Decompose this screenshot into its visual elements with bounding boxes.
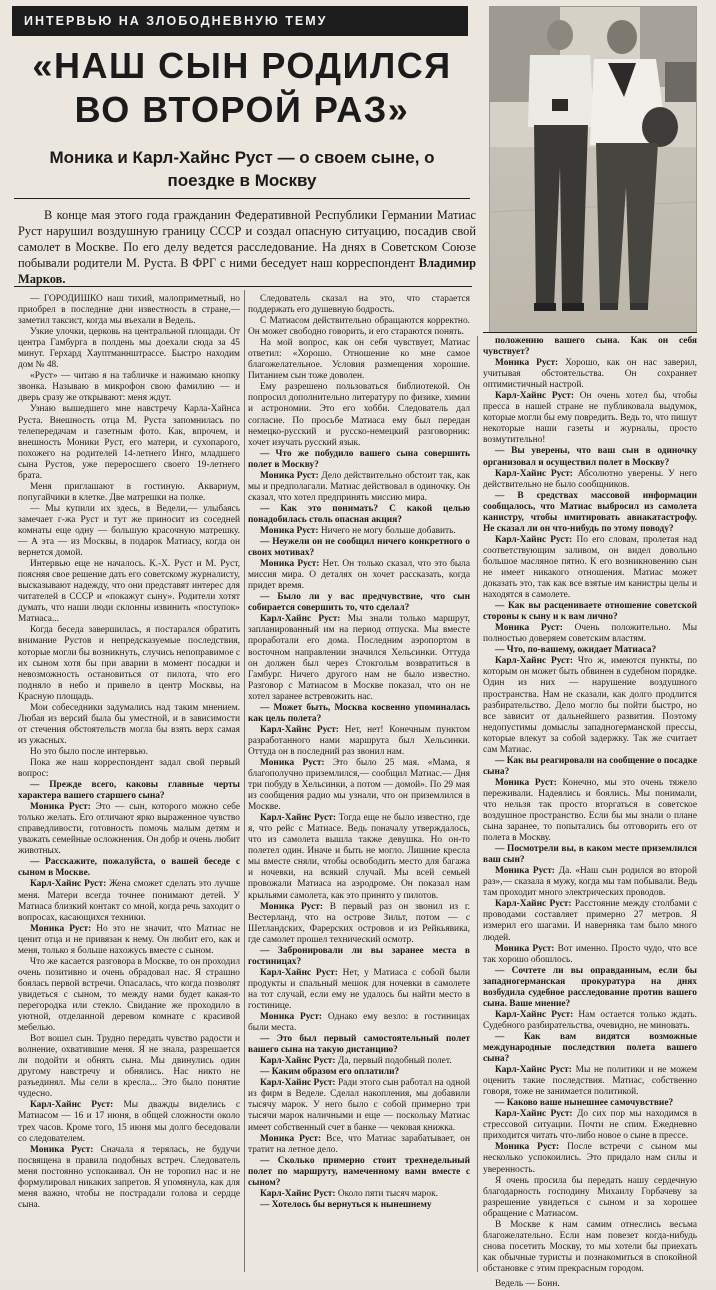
article-paragraph: [248, 725, 470, 758]
article-paragraph: [483, 656, 697, 755]
subheadline: Моника и Карл-Хайнс Руст — о своем сыне, о поездке в Москву: [49, 148, 435, 190]
paragraph-text: Конечно, мы это очень тяжело переживали. Надеялись и боялись. Мы понимали, что нельзя так просто вторгаться в советское воздушное пространство. Если бы мы знали о плане сына заранее, то попытались бы отговорить его от полета в Москву.: [483, 777, 697, 844]
article-paragraph: [248, 1134, 470, 1156]
paragraph-text: — Что, по-вашему, ожидает Матиаса?: [495, 645, 657, 656]
article-paragraph: [18, 404, 240, 481]
article-paragraph: [483, 358, 697, 391]
article-paragraph: [18, 857, 240, 879]
paragraph-text: Я очень просила бы передать нашу сердечную благодарность господину Михаилу Горбачеву за разрешение увидеться с сыном и за хорошее обращение с Матиасом.: [483, 1175, 697, 1219]
article-column-2: [248, 294, 470, 1272]
paragraph-text: Да. «Наш сын родился во второй раз»,— сказала я мужу, когда мы там побывали. Ведь там проходит много электрических проводов.: [483, 866, 697, 899]
article-paragraph: [483, 756, 697, 778]
article-paragraph: [483, 601, 697, 623]
paragraph-text: Следователь сказал на это, что старается поддержать его душевную бодрость.: [248, 294, 470, 316]
parents-photo: [489, 6, 697, 333]
article-paragraph: [248, 1078, 470, 1133]
paragraph-text: Да, первый подобный полет.: [337, 1056, 452, 1067]
speaker-name: Карл-Хайнс Руст:: [495, 1009, 574, 1020]
article-paragraph: [483, 623, 697, 645]
article-paragraph: [483, 336, 697, 358]
paragraph-text: Дело действительно обстоит так, как мы и предполагали. Матиас действовал в одиночку. Он сказал, что хотел предпринять миссию мира.: [248, 470, 470, 503]
speaker-name: Моника Руст:: [30, 802, 91, 813]
article-paragraph: [483, 844, 697, 866]
speaker-name: Карл-Хайнс Руст:: [495, 391, 574, 402]
paragraph-text: Это — сын, которого можно себе только желать. Его отличают ярко выраженное чувство справедливости, готовность помочь малым детям и уважать семейные осложнения. Он добр и очень любит животных.: [18, 802, 240, 857]
column-divider-2: [477, 336, 478, 1272]
speaker-name: Моника Руст:: [495, 623, 563, 634]
paragraph-text: Все, что Матиас зарабатывает, он тратит на летное дело.: [248, 1133, 470, 1155]
speaker-name: Моника Руст:: [260, 1012, 323, 1023]
speaker-name: Моника Руст:: [260, 470, 319, 481]
paragraph-text: Мы знали только маршрут, запланированный им на период отпуска. Мы вместе проработали его дома. Последним аэропортом в восточном направлении значился Хельсинки. Оттуда он должен был через Стокгольм возвратиться в Гамбург. Ничего другого нам не было известно. Разговор с Матиасом в Москве показал, что он не хотел заранее встревожить нас.: [248, 614, 470, 702]
paragraph-text: Но это было после интервью.: [30, 746, 148, 757]
article-column-3: [483, 336, 698, 1289]
speaker-name: Карл-Хайнс Руст:: [260, 614, 341, 625]
article-paragraph: [248, 471, 470, 504]
paragraph-text: Ему разрешено пользоваться библиотекой. Он попросил дополнительно литературу по физике, химии и астрономии. Это его хобби. Следователь дал согласие. По просьбе Матиаса ему был передан немецко-русский и русско-немецкий разговорник: хочет изучать русский язык.: [248, 382, 470, 448]
paragraph-text: По его словам, пролетая над соответствующим заливом, он видел довольно большое масляное пятно. К его возникновению сын не имеет никакого отношения. Матиас может доказать это, так как все взятые им канистры целы и находятся в самолете.: [483, 534, 697, 601]
article-paragraph: [18, 504, 240, 559]
paragraph-text: Абсолютно уверены. У него действительно не было сообщников.: [483, 468, 697, 490]
paragraph-text: Сначала я терялась, не будучи посвящена в правила подобных встреч. Следователь меня постоянно успокаивал. Он не торопил нас и не формулировал никаких запретов. Я упомянула, как для меня важно, чтобы не пострадали голова и сердце сына.: [18, 1144, 240, 1210]
paragraph-text: положению вашего сына. Как он себя чувствует?: [483, 336, 697, 358]
article-paragraph: [18, 1034, 240, 1100]
speaker-name: Карл-Хайнс Руст:: [30, 1100, 114, 1111]
article-paragraph: [483, 1010, 697, 1032]
article-paragraph: [483, 1109, 697, 1142]
lead-paragraph: [18, 207, 476, 287]
paragraph-text: Вот вошел сын. Трудно передать чувство радости и волнение, охватившие меня. Я не знала, разрешается ли подойти и обнять сына. Мы двинулись один другому навстречу и обнялись. Нас никто не разъединял. Мы сели в кресла... Это было понятие чудесно.: [18, 1034, 240, 1100]
paragraph-text: Когда беседа завершилась, я постарался обратить внимание Рустов и непредсказуемые последствия, которые могли бы возникнуть, случись непоправимое с их сыном хотя бы при аварии в момент посадки и невозможность остановиться от пилота, что его подняло в небо и привело в центр Москвы, на Красную площадь.: [18, 625, 240, 702]
speaker-name: Карл-Хайнс Руст:: [30, 879, 107, 890]
paragraph-text: Он очень хотел бы, чтобы пресса в нашей стране не публиковала выдумок, которые могли бы ему повредить. Ведь то, что пишут некоторые наши газеты и журналы, просто возмутительно!: [483, 391, 697, 446]
speaker-name: Моника Руст:: [260, 525, 319, 536]
speaker-name: Моника Руст:: [495, 943, 555, 954]
paragraph-text: — Как вы реагировали на сообщение о посадке сына?: [483, 755, 697, 777]
article-paragraph: [483, 1142, 697, 1175]
paragraph-text: Очень положительно. Мы полностью доверяем советским властям.: [483, 623, 698, 645]
article-paragraph: [248, 526, 470, 537]
speaker-name: Моника Руст:: [30, 923, 92, 934]
paragraph-text: Меня приглашают в гостиную. Аквариум, попугайчики в клетке. Две матрешки на полке.: [18, 481, 240, 503]
paragraph-text: — Как вы расцениваете отношение советской стороны к сыну и к вам лично?: [483, 601, 697, 623]
article-paragraph: [18, 1145, 240, 1211]
paragraph-text: — В средствах массовой информации сообщалось, что Матиас выбросил из самолета канистру, чтобы имитировать авиакатастрофу. Не сказал ли он что-нибудь по этому поводу?: [483, 490, 697, 534]
paragraph-text: — Было ли у вас предчувствие, что сын собирается совершить то, что сделал?: [248, 592, 470, 614]
speaker-name: Моника Руст:: [260, 1133, 322, 1144]
paragraph-text: — Может быть, Москва косвенно упоминалась как цель полета?: [248, 702, 470, 724]
article-paragraph: [248, 813, 470, 901]
speaker-name: Карл-Хайнс Руст:: [260, 813, 336, 824]
paragraph-text: Ради этого сын работал на одной из фирм в Веделе. Сделал накопления, мы добавили тысячу марок. У него было с собой примерно три тысячи марок наличными и еще — поскольку Матиас имеет собственный счет в банке — чековая книжка.: [248, 1078, 470, 1133]
paragraph-text: — Прежде всего, каковы главные черты характера вашего старшего сына?: [18, 780, 240, 802]
speaker-name: Карл-Хайнс Руст:: [495, 899, 572, 910]
paragraph-text: Мы дважды виделись с Матиасом — 16 и 17 июня, в общей сложности около трех часов. Кроме того, 15 июня мы долго беседовали со следователем.: [18, 1100, 240, 1144]
article-paragraph: [18, 625, 240, 702]
paragraph-text: Узнаю вышедшего мне навстречу Карла-Хайнса Руста. Внешность отца М. Руста запомнилась по телепередачам и газетным фото. Как, впрочем, и внешность Моники Руст, его матери, и сухопарого, похожего на родителей 14-летнего Инго, младшего сына Рустов, уже переросшего своего 19-летнего брата.: [18, 404, 240, 481]
paragraph-text: Мы не политики и не можем оценить такие последствия. Матиас, собственно говоря, тоже не занимается политикой.: [483, 1065, 697, 1098]
speaker-name: Карл-Хайнс Руст:: [260, 1056, 336, 1067]
paragraph-text: С Матиасом действительно обращаются корректно. Он может свободно говорить, и его стараются понять.: [248, 316, 470, 338]
article-paragraph: [483, 866, 697, 899]
paragraph-text: Мои собеседники задумались над таким мнением. Любая из версий была бы уместной, и в зависимости от стечения обстоятельств могла бы взять верх самая из ужасных.: [18, 702, 240, 746]
speaker-name: Моника Руст:: [495, 866, 555, 877]
speaker-name: Моника Руст:: [495, 777, 557, 788]
paragraph-text: Однако ему везло: в гостиницах были места.: [248, 1012, 470, 1034]
speaker-name: Карл-Хайнс Руст:: [260, 1188, 336, 1199]
speaker-name: Карл-Хайнс Руст:: [495, 534, 573, 545]
paragraph-text: — Неужели он не сообщил ничего конкретного о своих мотивах?: [248, 537, 470, 559]
paragraph-text: Что же касается разговора в Москве, то он проходил очень позитивно и очень обрадовал нас. Я страшно боялась первой встречи. Опасалась, что когда позволят увидеться с сыном, то между нами будет какая-то перегородка или стекло. Свидание же проходило в уютной, отделанной деревом комнате с красивой мебелью.: [18, 956, 240, 1034]
article-paragraph: [248, 1156, 470, 1189]
paragraph-text: Нет, у Матиаса с собой были продукты и спальный мешок для ночевки в самолете на тот случай, если ему не удалось бы найти место в гостинице.: [248, 967, 470, 1011]
article-paragraph: [18, 758, 240, 780]
article-paragraph: [248, 449, 470, 471]
photo-illustration: [490, 7, 696, 332]
article-paragraph: [483, 535, 697, 601]
article-paragraph: [248, 1200, 470, 1211]
article-paragraph: [248, 1056, 470, 1067]
paragraph-text: Пока же наш корреспондент задал свой первый вопрос:: [18, 757, 240, 780]
speaker-name: Карл-Хайнс Руст:: [495, 1065, 572, 1076]
paragraph-text: Это было 25 мая. «Мама, я благополучно приземлился,— сообщил Матиас.— Дня три побуду в Хельсинки, а потом — домой». По 29 мая из сообщения радио мы узнали, что он приземлился в Москве.: [248, 757, 470, 813]
paragraph-text: Нет. Он только сказал, что это была миссия мира. О деталях он хочет рассказать, когда придет время.: [248, 559, 470, 592]
paragraph-text: После встречи с сыном мы несколько успокоились. Это придало нам силы и уверенность.: [483, 1142, 697, 1175]
article-paragraph: [18, 703, 240, 747]
paragraph-text: — Каким образом его оплатили?: [260, 1067, 400, 1078]
paragraph-text: Хорошо, как он нас заверил, учитывая обстоятельства. Он сохраняет оптимистичный настрой.: [483, 358, 698, 391]
rubric-banner: ИНТЕРВЬЮ НА ЗЛОБОДНЕВНУЮ ТЕМУ: [12, 6, 468, 36]
speaker-name: Карл-Хайнс Руст:: [495, 1109, 573, 1120]
speaker-name: Моника Руст:: [260, 559, 320, 570]
article-paragraph: [248, 703, 470, 725]
article-paragraph: [248, 758, 470, 813]
article-paragraph: [248, 1189, 470, 1200]
paragraph-text: — Хотелось бы вернуться к нынешнему: [260, 1199, 432, 1210]
paragraph-text: Интервью еще не началось. К.-Х. Руст и М. Руст, поясняя свое решение дать его советскому журналисту, высказывают надежду, что они представят интерес для читателей в СССР и «покажут сыну». Родители хотят думать, что наши люди склонны извинить «поступок» Матиаса...: [18, 559, 240, 625]
article-paragraph: [483, 391, 697, 446]
article-paragraph: [18, 924, 240, 957]
article-paragraph: [483, 446, 697, 468]
lead-author: Владимир Марков.: [18, 256, 476, 286]
paragraph-text: Вот именно. Просто чудо, что все так хорошо обошлось.: [483, 943, 697, 965]
speaker-name: Моника Руст:: [30, 1144, 94, 1155]
paragraph-text: — Как это понимать? С какой целью понадобилась столь опасная акция?: [248, 503, 470, 525]
article-paragraph: [248, 504, 470, 526]
article-paragraph: [248, 1012, 470, 1034]
paragraph-text: Нам остается только ждать. Судебного разбирательства, очевидно, не миновать.: [483, 1009, 697, 1031]
paragraph-text: Жена сможет сделать это лучше меня. Матери всегда точнее понимают детей. У Матиаса близкий контакт со мной, когда речь заходит о вопросах, касающихся техники.: [18, 879, 240, 923]
article-paragraph: [18, 747, 240, 758]
column-divider-1: [244, 290, 245, 1272]
speaker-name: Карл-Хайнс Руст:: [260, 1078, 336, 1089]
article-paragraph: [248, 559, 470, 592]
paragraph-text: — ГОРОДИШКО наш тихий, малоприметный, но приобрел в последние дни известность в стране,— заметил таксист, когда мы въехали в Ведель.: [18, 294, 240, 327]
speaker-name: Карл-Хайнс Руст:: [260, 967, 338, 978]
paragraph-text: До сих пор мы находимся в стрессовой ситуации. Почти не спим. Ежедневно приходится читать что-либо новое о сыне в прессе.: [483, 1109, 697, 1142]
article-paragraph: [18, 559, 240, 625]
article-paragraph: [18, 294, 240, 327]
speaker-name: Моника Руст:: [260, 901, 323, 912]
paragraph-text: — Расскажите, пожалуйста, о вашей беседе с сыном в Москве.: [18, 857, 240, 879]
article-paragraph: [483, 1032, 697, 1065]
article-paragraph: [18, 371, 240, 404]
paragraph-text: — Это был первый самостоятельный полет вашего сына на такую дистанцию?: [248, 1034, 470, 1056]
article-paragraph: [483, 944, 697, 966]
paragraph-text: На мой вопрос, как он себя чувствует, Матиас ответил: «Хорошо. Отношение ко мне самое благожелательное. Условия размещения хорошие. Питанием сын тоже доволен.: [248, 338, 470, 382]
headline: «НАШ СЫН РОДИЛСЯ ВО ВТОРОЙ РАЗ»: [32, 45, 452, 130]
article-paragraph: [248, 1034, 470, 1056]
article-paragraph: [18, 802, 240, 857]
lead-rule: [14, 286, 472, 287]
article-paragraph: [483, 645, 697, 656]
article-paragraph: [18, 957, 240, 1034]
paragraph-text: Ведель — Бонн.: [495, 1278, 560, 1289]
paragraph-text: Тогда еще не было известно, где я, что рейс с Матиасе. Ведь поначалу утверждалось, что из самолета вышла также девушка. Но он-то полетел один. Иначе и быть не могло. Лишние кресла мы вместе сняли, чтобы освободить место для багажа и ночевки, на всякий случай. Мы всей семьей провожали Матиаса на аэродроме. Он показал нам крыльями самолета, как это принято у пилотов.: [248, 813, 470, 901]
speaker-name: Моника Руст:: [260, 757, 325, 768]
paragraph-text: Узкие улочки, церковь на центральной площади. От центра Гамбурга в полдень мы доехали сюда за 45 минут. Герхард Хауптманнштрассе. Быстро находим дом № 48.: [18, 327, 240, 371]
header-rule: [14, 198, 470, 199]
paragraph-text: — Сочтете ли вы оправданным, если бы западногерманская прокуратура на днях возбудила судебное расследование против вашего сына. Ваше мнение?: [483, 965, 697, 1009]
article-paragraph: [483, 469, 697, 491]
article-paragraph: [248, 537, 470, 559]
speaker-name: Карл-Хайнс Руст:: [495, 468, 573, 479]
article-paragraph: [18, 879, 240, 923]
article-paragraph: [18, 482, 240, 504]
paragraph-text: Но это не значит, что Матиас не ценит отца и не привязан к нему. Он любит его, как и меня, только я больше нахожусь вместе с сыном.: [18, 923, 241, 956]
article-paragraph: [483, 966, 697, 1010]
article-paragraph: [18, 780, 240, 802]
article-paragraph: [248, 592, 470, 614]
paragraph-text: Около пяти тысяч марок.: [337, 1188, 438, 1199]
article-paragraph: [483, 1065, 697, 1098]
article-paragraph: [248, 614, 470, 702]
paragraph-text: Что ж, имеются пункты, по которым он может быть обвинен в судебном порядке. Один из них — нарушение воздушного пространства. Нам не сказали, как долго продлится разбирательство. Дело могло бы пойти быстро, но все зависит от дальнейшего развития. Поэтому недопустимы домыслы западногерманской прессы, которые влекут за собой задержку. Так же считает сам Матиас.: [483, 656, 697, 755]
article-paragraph: [248, 946, 470, 968]
speaker-name: Моника Руст:: [495, 358, 559, 369]
article-paragraph: [483, 1279, 697, 1290]
speaker-name: Карл-Хайнс Руст:: [260, 724, 339, 735]
paragraph-text: Расстояние между столбами с проводами составляет примерно 27 метров. Я измерил его шагами. И наверняка там было много людей.: [483, 899, 697, 943]
article-paragraph: [248, 316, 470, 338]
paragraph-text: — Сколько примерно стоит трехнедельный полет по маршруту, намеченному вами вместе с сыном?: [248, 1155, 470, 1188]
article-paragraph: [483, 778, 697, 844]
article-paragraph: [248, 902, 470, 946]
paragraph-text: — Посмотрели вы, в каком месте приземлился ваш сын?: [483, 844, 697, 866]
paragraph-text: Ничего не могу больше добавить.: [320, 525, 456, 536]
article-paragraph: [483, 1098, 697, 1109]
paragraph-text: В первый раз он звонил из г. Вестерланд, что на острове Зильт, потом — с Шетландских, Фарерских островов и из Рейкьявика, где самолет прошел технический осмотр.: [248, 901, 470, 945]
paragraph-text: — Забронировали ли вы заранее места в гостиницах?: [248, 945, 470, 967]
article-paragraph: [248, 968, 470, 1012]
article-paragraph: [248, 382, 470, 448]
article-paragraph: [248, 1067, 470, 1078]
speaker-name: Моника Руст:: [495, 1142, 560, 1153]
article-column-1: [18, 294, 240, 1272]
photo-rule: [483, 332, 697, 333]
article-paragraph: [18, 1100, 240, 1144]
paragraph-text: — Вы уверены, что ваш сын в одиночку организовал и осуществил полет в Москву?: [483, 446, 697, 468]
article-paragraph: [483, 899, 697, 943]
article-paragraph: [248, 294, 470, 316]
paragraph-text: «Руст» — читаю я на табличке и нажимаю кнопку звонка. Называю в микрофон свою фамилию — и дверь сразу же открывают: меня ждут.: [18, 371, 240, 404]
paragraph-text: — Что же побудило вашего сына совершить полет в Москву?: [248, 448, 470, 470]
article-paragraph: [483, 1220, 697, 1275]
paragraph-text: В Москве к нам самим отнеслись весьма благожелательно. Если нам повезет когда-нибудь снова посетить Москву, то мы хотели бы приехать как обычные туристы и познакомиться в спокойной обстановке с этим прекрасным городом.: [483, 1219, 697, 1274]
paragraph-text: — Как вам видятся возможные международные последствия полета вашего сына?: [483, 1031, 697, 1065]
article-paragraph: [483, 491, 697, 535]
paragraph-text: — Каково ваше нынешнее самочувствие?: [495, 1098, 674, 1109]
article-paragraph: [483, 1176, 697, 1220]
lead-text: В конце мая этого года гражданин Федеративной Республики Германии Матиас Руст нарушил воздушную границу СССР и создал опасную ситуацию, посадив свой самолет в Москве. По его делу ведется расследование. На днях в Советском Союзе побывали родители М. Руста. В ФРГ с ними беседует наш корреспондент: [18, 208, 476, 270]
paragraph-text: — Мы купили их здесь, в Ведели,— улыбаясь замечает г-жа Руст и тут же приносит из соседней комнаты еще одну — большую красочную матрешку.— А эта — из Москвы, в подарок Матиасу, когда он вернется домой.: [18, 503, 240, 559]
article-paragraph: [18, 327, 240, 371]
article-paragraph: [248, 338, 470, 382]
speaker-name: Карл-Хайнс Руст:: [495, 656, 573, 667]
paragraph-text: Нет, нет! Конечным пунктом разработанного нами маршрута был Хельсинки. Оттуда он в последний раз звонил нам.: [248, 724, 470, 757]
